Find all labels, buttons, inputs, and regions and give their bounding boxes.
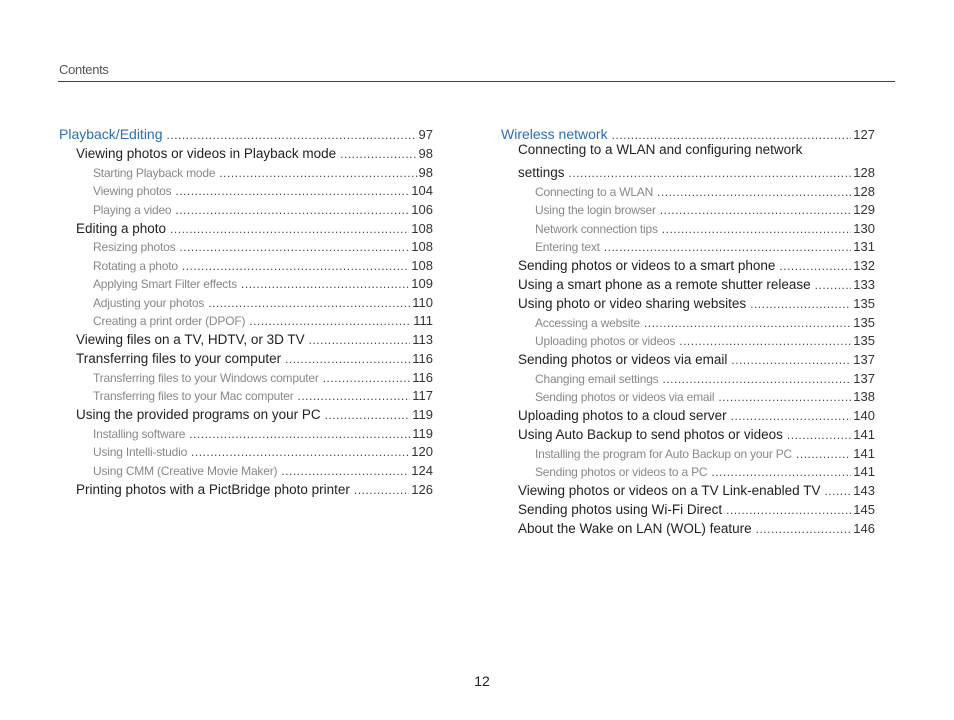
dot-leader — [660, 203, 852, 217]
toc-page-number: 113 — [412, 332, 433, 347]
toc-subentry[interactable] — [501, 217, 875, 236]
toc-entry-label: Using photo or video sharing websites — [518, 296, 750, 311]
dot-leader — [815, 278, 852, 292]
toc-entry-label: About the Wake on LAN (WOL) feature — [518, 521, 756, 536]
header-divider — [58, 81, 895, 82]
dot-leader — [662, 372, 851, 386]
toc-entry-label: Sending photos or videos to a smart phone — [518, 258, 779, 273]
dot-leader — [175, 203, 409, 217]
toc-entry-label: Sending photos or videos via email — [518, 352, 731, 367]
toc-entry-label: Wireless network — [501, 126, 612, 142]
dot-leader — [644, 316, 851, 330]
dot-leader — [796, 447, 851, 461]
toc-subentry[interactable] — [59, 236, 433, 255]
dot-leader — [340, 147, 416, 161]
toc-entry-label: Changing email settings — [535, 372, 662, 386]
toc-page-number: 126 — [411, 481, 433, 497]
toc-page-number: 128 — [853, 183, 875, 199]
toc-entry[interactable] — [501, 498, 875, 517]
toc-entry-label: Sending photos or videos to a PC — [535, 465, 711, 479]
toc-entry-label: Using CMM (Creative Movie Maker) — [93, 464, 281, 478]
toc-page-number: 129 — [853, 202, 875, 217]
dot-leader — [679, 334, 851, 348]
toc-page-number: 119 — [412, 407, 433, 422]
toc-entry[interactable] — [59, 347, 433, 366]
toc-page-number: 97 — [418, 127, 433, 142]
dot-leader — [309, 333, 411, 347]
dot-leader — [731, 409, 852, 423]
dot-leader — [354, 483, 409, 497]
dot-leader — [756, 522, 852, 536]
dot-leader — [241, 277, 409, 291]
toc-page-number: 110 — [412, 294, 433, 310]
toc-subentry[interactable] — [59, 441, 433, 460]
toc-entry-label: Transferring files to your computer — [76, 351, 285, 366]
section-title: Contents — [59, 62, 109, 77]
toc-page-number: 141 — [853, 464, 875, 479]
toc-entry-label: Using the provided programs on your PC — [76, 407, 325, 422]
toc-page-number: 116 — [412, 351, 433, 366]
toc-left-column — [59, 117, 433, 497]
toc-subentry[interactable] — [59, 366, 433, 385]
toc-entry-label: Starting Playback mode — [93, 166, 219, 180]
toc-entry-label: Accessing a website — [535, 316, 644, 330]
toc-entry[interactable] — [501, 254, 875, 273]
toc-entry-label: Printing photos with a PictBridge photo printer — [76, 482, 354, 497]
toc-entry-label: Viewing photos — [93, 184, 175, 198]
dot-leader — [219, 166, 416, 180]
toc-subentry[interactable] — [501, 311, 875, 330]
toc-entry[interactable] — [501, 404, 875, 423]
toc-entry[interactable] — [501, 479, 875, 498]
toc-page-number: 135 — [853, 314, 875, 330]
dot-leader — [189, 427, 410, 441]
toc-page-number: 127 — [853, 127, 875, 142]
toc-entry[interactable] — [501, 273, 875, 292]
toc-page-number: 130 — [853, 220, 875, 236]
toc-entry-label: Using Intelli-studio — [93, 445, 191, 459]
toc-page-number: 111 — [413, 313, 433, 328]
dot-leader — [182, 259, 409, 273]
toc-subentry[interactable] — [501, 199, 875, 218]
toc-page-number: 128 — [853, 165, 875, 180]
toc-page-number: 119 — [412, 425, 433, 441]
toc-page-number: 116 — [412, 369, 433, 385]
toc-entry-label: Installing the program for Auto Backup on your PC — [535, 447, 796, 461]
dot-leader — [281, 464, 409, 478]
toc-entry-label: Viewing files on a TV, HDTV, or 3D TV — [76, 332, 309, 347]
toc-entry-label: Connecting to a WLAN — [535, 185, 657, 199]
toc-page-number: 135 — [853, 333, 875, 348]
toc-page-number: 104 — [411, 183, 433, 198]
toc-entry-label: Editing a photo — [76, 221, 170, 236]
toc-entry-label: settings — [518, 165, 569, 180]
toc-entry-label: Using a smart phone as a remote shutter release — [518, 277, 815, 292]
dot-leader — [750, 297, 851, 311]
toc-subentry[interactable] — [59, 198, 433, 217]
toc-page-number: 98 — [418, 146, 433, 161]
page-number: 12 — [474, 673, 490, 689]
toc-page-number: 108 — [411, 239, 433, 254]
toc-page-number: 120 — [411, 444, 433, 459]
toc-subentry[interactable] — [59, 310, 433, 329]
dot-leader — [323, 371, 411, 385]
toc-page-number: 124 — [411, 462, 433, 478]
toc-subentry[interactable] — [501, 330, 875, 349]
dot-leader — [824, 484, 851, 498]
dot-leader — [718, 390, 851, 404]
toc-section-heading[interactable] — [501, 117, 875, 142]
toc-page-number: 138 — [853, 389, 875, 404]
toc-page-number: 131 — [853, 239, 875, 254]
toc-entry-label: Sending photos using Wi-Fi Direct — [518, 502, 726, 517]
toc-page-number: 132 — [853, 258, 875, 273]
toc-page-number: 133 — [853, 277, 875, 292]
dot-leader — [167, 128, 417, 142]
toc-entry-label: Adjusting your photos — [93, 296, 208, 310]
toc-entry-label: Using the login browser — [535, 203, 660, 217]
toc-page-number: 135 — [853, 296, 875, 311]
toc-page-number: 106 — [411, 201, 433, 217]
dot-leader — [711, 465, 851, 479]
toc-entry-label: Viewing photos or videos on a TV Link-enabled TV — [518, 483, 824, 498]
dot-leader — [731, 353, 851, 367]
toc-entry[interactable] — [59, 328, 433, 347]
toc-entry-label: Applying Smart Filter effects — [93, 277, 241, 291]
toc-page-number: 140 — [853, 408, 875, 423]
toc-subentry[interactable] — [59, 254, 433, 273]
toc-page-number: 137 — [853, 352, 875, 367]
dot-leader — [604, 240, 852, 254]
toc-subentry[interactable] — [59, 180, 433, 199]
dot-leader — [191, 445, 409, 459]
dot-leader — [175, 184, 409, 198]
toc-section-heading[interactable] — [59, 117, 433, 142]
toc-subentry[interactable] — [501, 236, 875, 255]
toc-page-number: 146 — [853, 521, 875, 536]
toc-entry-label: Sending photos or videos via email — [535, 390, 718, 404]
toc-page-number: 98 — [418, 164, 433, 180]
toc-entry[interactable] — [59, 403, 433, 422]
toc-entry-label: Network connection tips — [535, 222, 662, 236]
dot-leader — [726, 503, 851, 517]
dot-leader — [285, 352, 410, 366]
toc-page-number: 145 — [853, 502, 875, 517]
toc-subentry[interactable] — [59, 291, 433, 310]
toc-entry[interactable] — [501, 292, 875, 311]
toc-page-number: 117 — [412, 388, 433, 403]
toc-page-number: 108 — [411, 257, 433, 273]
dot-leader — [657, 185, 851, 199]
dot-leader — [298, 389, 411, 403]
toc-page-number: 141 — [853, 427, 875, 442]
toc-entry-label: Transferring files to your Windows computer — [93, 371, 323, 385]
toc-entry-label: Resizing photos — [93, 240, 179, 254]
toc-entry[interactable] — [501, 348, 875, 367]
toc-entry-label: Playing a video — [93, 203, 175, 217]
toc-subentry[interactable] — [59, 161, 433, 180]
toc-entry-label: Using Auto Backup to send photos or videos — [518, 427, 787, 442]
toc-entry[interactable] — [59, 478, 433, 497]
toc-right-column — [501, 117, 875, 536]
toc-page-number: 108 — [411, 220, 433, 236]
toc-subentry[interactable] — [501, 442, 875, 461]
toc-subentry[interactable] — [59, 385, 433, 404]
toc-entry[interactable] — [501, 423, 875, 442]
toc-subentry[interactable] — [501, 461, 875, 480]
dot-leader — [208, 296, 410, 310]
toc-entry-label: Uploading photos to a cloud server — [518, 408, 731, 423]
dot-leader — [170, 222, 409, 236]
toc-entry-label: Viewing photos or videos in Playback mode — [76, 146, 340, 161]
toc-entry-label: Installing software — [93, 427, 189, 441]
dot-leader — [779, 259, 851, 273]
toc-entry[interactable] — [501, 142, 875, 180]
toc-subentry[interactable] — [59, 422, 433, 441]
dot-leader — [325, 408, 411, 422]
toc-subentry[interactable] — [501, 180, 875, 199]
toc-entry-label: Entering text — [535, 240, 604, 254]
toc-entry-label: Rotating a photo — [93, 259, 182, 273]
toc-page-number: 109 — [411, 276, 433, 291]
dot-leader — [662, 222, 852, 236]
toc-page-number: 137 — [853, 370, 875, 386]
toc-entry-label: Uploading photos or videos — [535, 334, 679, 348]
dot-leader — [787, 428, 851, 442]
toc-page-number: 143 — [853, 483, 875, 498]
toc-subentry[interactable] — [59, 459, 433, 478]
dot-leader — [569, 166, 852, 180]
dot-leader — [179, 240, 409, 254]
toc-entry-label: Creating a print order (DPOF) — [93, 314, 249, 328]
toc-subentry[interactable] — [501, 367, 875, 386]
toc-entry-label-line1: Connecting to a WLAN and configuring network — [518, 142, 803, 157]
toc-entry-label: Playback/Editing — [59, 126, 167, 142]
dot-leader — [612, 128, 852, 142]
toc-entry[interactable] — [59, 217, 433, 236]
toc-subentry[interactable] — [501, 386, 875, 405]
toc-page-number: 141 — [853, 445, 875, 461]
toc-subentry[interactable] — [59, 273, 433, 292]
dot-leader — [249, 314, 411, 328]
toc-entry-label: Transferring files to your Mac computer — [93, 389, 298, 403]
toc-entry[interactable] — [59, 142, 433, 161]
toc-entry[interactable] — [501, 517, 875, 536]
